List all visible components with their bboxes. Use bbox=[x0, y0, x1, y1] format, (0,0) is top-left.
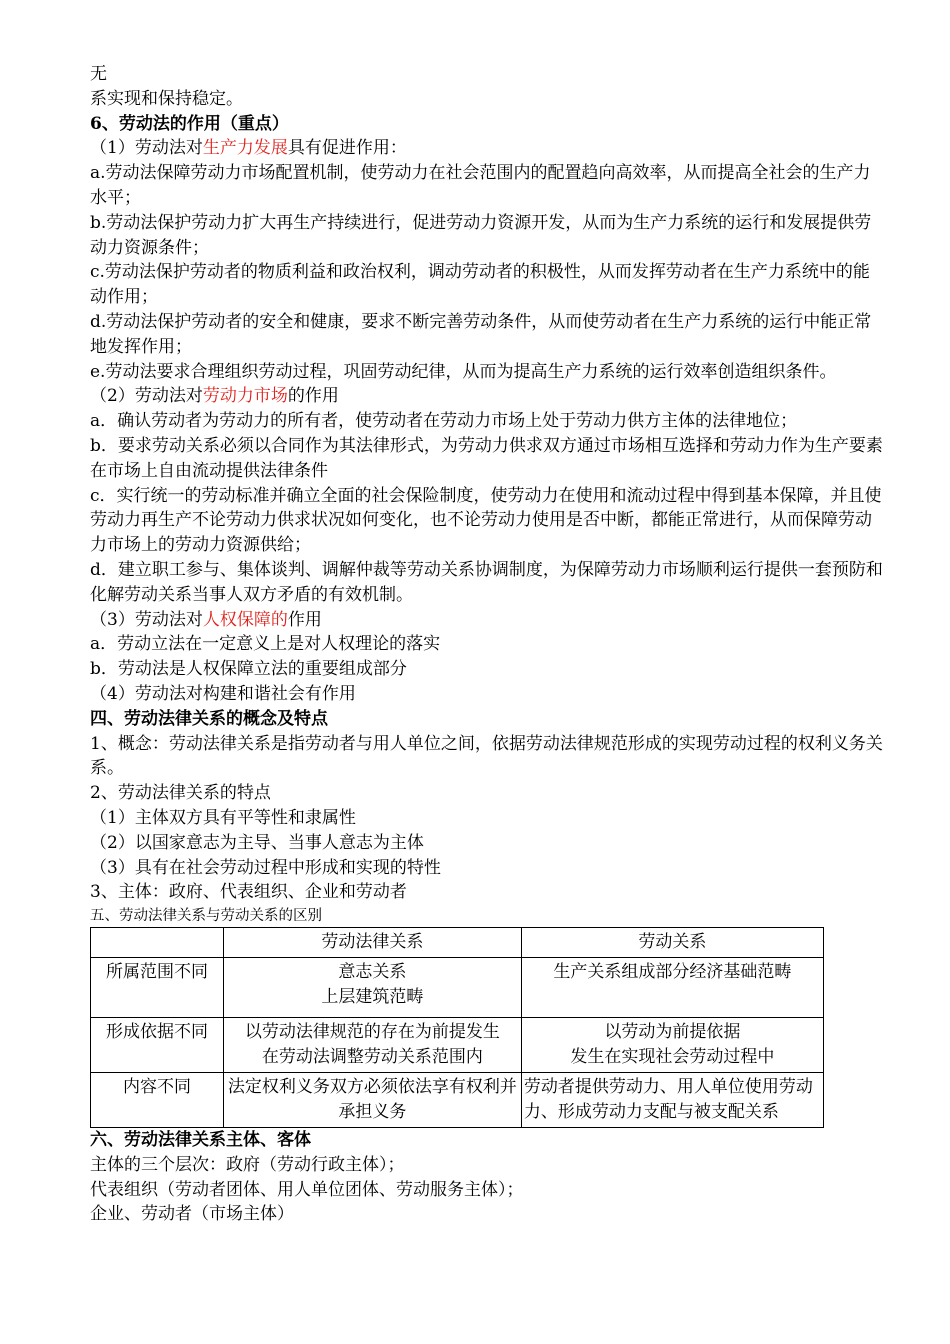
subheading: （2）劳动法对劳动力市场的作用 bbox=[90, 386, 339, 407]
section-heading: 六、劳动法律关系主体、客体 bbox=[90, 1130, 311, 1151]
table-header-cell: 劳动关系 bbox=[521, 928, 823, 958]
table-row bbox=[91, 1018, 824, 1073]
text-line: 2、劳动法律关系的特点 bbox=[90, 783, 271, 804]
text-line: 代表组织（劳动者团体、用人单位团体、劳动服务主体）； bbox=[90, 1179, 524, 1200]
text-line: （2）以国家意志为主导、当事人意志为主体 bbox=[90, 832, 424, 853]
table-row bbox=[91, 958, 824, 1018]
table-header-row bbox=[91, 928, 824, 958]
comparison-table bbox=[90, 927, 824, 1128]
table-cell: 以劳动法律规范的存在为前提发生 在劳动法调整劳动关系范围内 bbox=[223, 1018, 521, 1073]
table-cell: 劳动者提供劳动力、用人单位使用劳动力、形成劳动力支配与被支配关系 bbox=[521, 1073, 823, 1128]
highlight-red: 劳动力市场 bbox=[202, 386, 288, 407]
table-row bbox=[91, 1073, 824, 1128]
text-line: （1）主体双方具有平等性和隶属性 bbox=[90, 807, 356, 828]
table-caption: 五、劳动法律关系与劳动关系的区别 bbox=[90, 908, 322, 925]
table-cell: 所属范围不同 bbox=[91, 958, 224, 1018]
table-header-cell bbox=[91, 928, 224, 958]
text-line: 无 bbox=[90, 64, 107, 84]
text-line: 系实现和保持稳定。 bbox=[90, 88, 243, 109]
text-line: c.劳动法保护劳动者的物质利益和政治权利，调动劳动者的积极性，从而发挥劳动者在生产力系统中的能动作用； bbox=[90, 262, 870, 308]
document-page bbox=[90, 62, 885, 1227]
subheading: （3）劳动法对人权保障的作用 bbox=[90, 609, 322, 630]
section-heading: 四、劳动法律关系的概念及特点 bbox=[90, 708, 328, 729]
text-line: （3）具有在社会劳动过程中形成和实现的特性 bbox=[90, 857, 441, 878]
text-line: 1、概念：劳动法律关系是指劳动者与用人单位之间，依据劳动法律规范形成的实现劳动过程的权利义务关系。 bbox=[90, 733, 883, 779]
table-cell: 法定权利义务双方必须依法享有权利并承担义务 bbox=[223, 1073, 521, 1128]
text-line: c．实行统一的劳动标准并确立全面的社会保险制度，使劳动力在使用和流动过程中得到基本保障，并且使劳动力再生产不论劳动力供求状况如何变化，也不论劳动力使用是否中断，都能正常进行，从而保障劳动力市场上的劳动力资源供给； bbox=[90, 485, 882, 556]
subheading: （1）劳动法对生产力发展具有促进作用： bbox=[90, 138, 407, 159]
section-heading: 6、劳动法的作用（重点） bbox=[90, 113, 289, 134]
table-header-cell: 劳动法律关系 bbox=[223, 928, 521, 958]
table-cell: 形成依据不同 bbox=[91, 1018, 224, 1073]
text-line: b．劳动法是人权保障立法的重要组成部分 bbox=[90, 659, 407, 680]
text-line: d．建立职工参与、集体谈判、调解仲裁等劳动关系协调制度，为保障劳动力市场顺利运行提供一套预防和化解劳动关系当事人双方矛盾的有效机制。 bbox=[90, 559, 883, 605]
text-line: a．确认劳动者为劳动力的所有者，使劳动者在劳动力市场上处于劳动力供方主体的法律地位； bbox=[90, 411, 798, 432]
table-cell: 意志关系 上层建筑范畴 bbox=[223, 958, 521, 1018]
text-line: （4）劳动法对构建和谐社会有作用 bbox=[90, 683, 356, 704]
text-line: b．要求劳动关系必须以合同作为其法律形式，为劳动力供求双方通过市场相互选择和劳动力作为生产要素在市场上自由流动提供法律条件 bbox=[90, 435, 883, 481]
text-line: 主体的三个层次：政府（劳动行政主体）； bbox=[90, 1154, 405, 1175]
highlight-red: 生产力发展 bbox=[202, 138, 288, 159]
highlight-red: 人权保障的 bbox=[202, 609, 288, 630]
text-line: a．劳动立法在一定意义上是对人权理论的落实 bbox=[90, 634, 441, 655]
text-line: 3、主体：政府、代表组织、企业和劳动者 bbox=[90, 882, 407, 903]
text-line: e.劳动法要求合理组织劳动过程，巩固劳动纪律，从而为提高生产力系统的运行效率创造组织条件。 bbox=[90, 361, 837, 382]
text-line: a.劳动法保障劳动力市场配置机制，使劳动力在社会范围内的配置趋向高效率，从而提高全社会的生产力水平； bbox=[90, 163, 871, 208]
text-line: d.劳动法保护劳动者的安全和健康，要求不断完善劳动条件，从而使劳动者在生产力系统的运行中能正常地发挥作用； bbox=[90, 311, 872, 357]
text-line: 企业、劳动者（市场主体） bbox=[90, 1204, 294, 1225]
table-cell: 以劳动为前提依据 发生在实现社会劳动过程中 bbox=[521, 1018, 823, 1073]
table-cell: 内容不同 bbox=[91, 1073, 224, 1128]
text-line: b.劳动法保护劳动力扩大再生产持续进行，促进劳动力资源开发，从而为生产力系统的运行和发展提供劳动力资源条件； bbox=[90, 212, 872, 258]
table-cell: 生产关系组成部分经济基础范畴 bbox=[521, 958, 823, 1018]
